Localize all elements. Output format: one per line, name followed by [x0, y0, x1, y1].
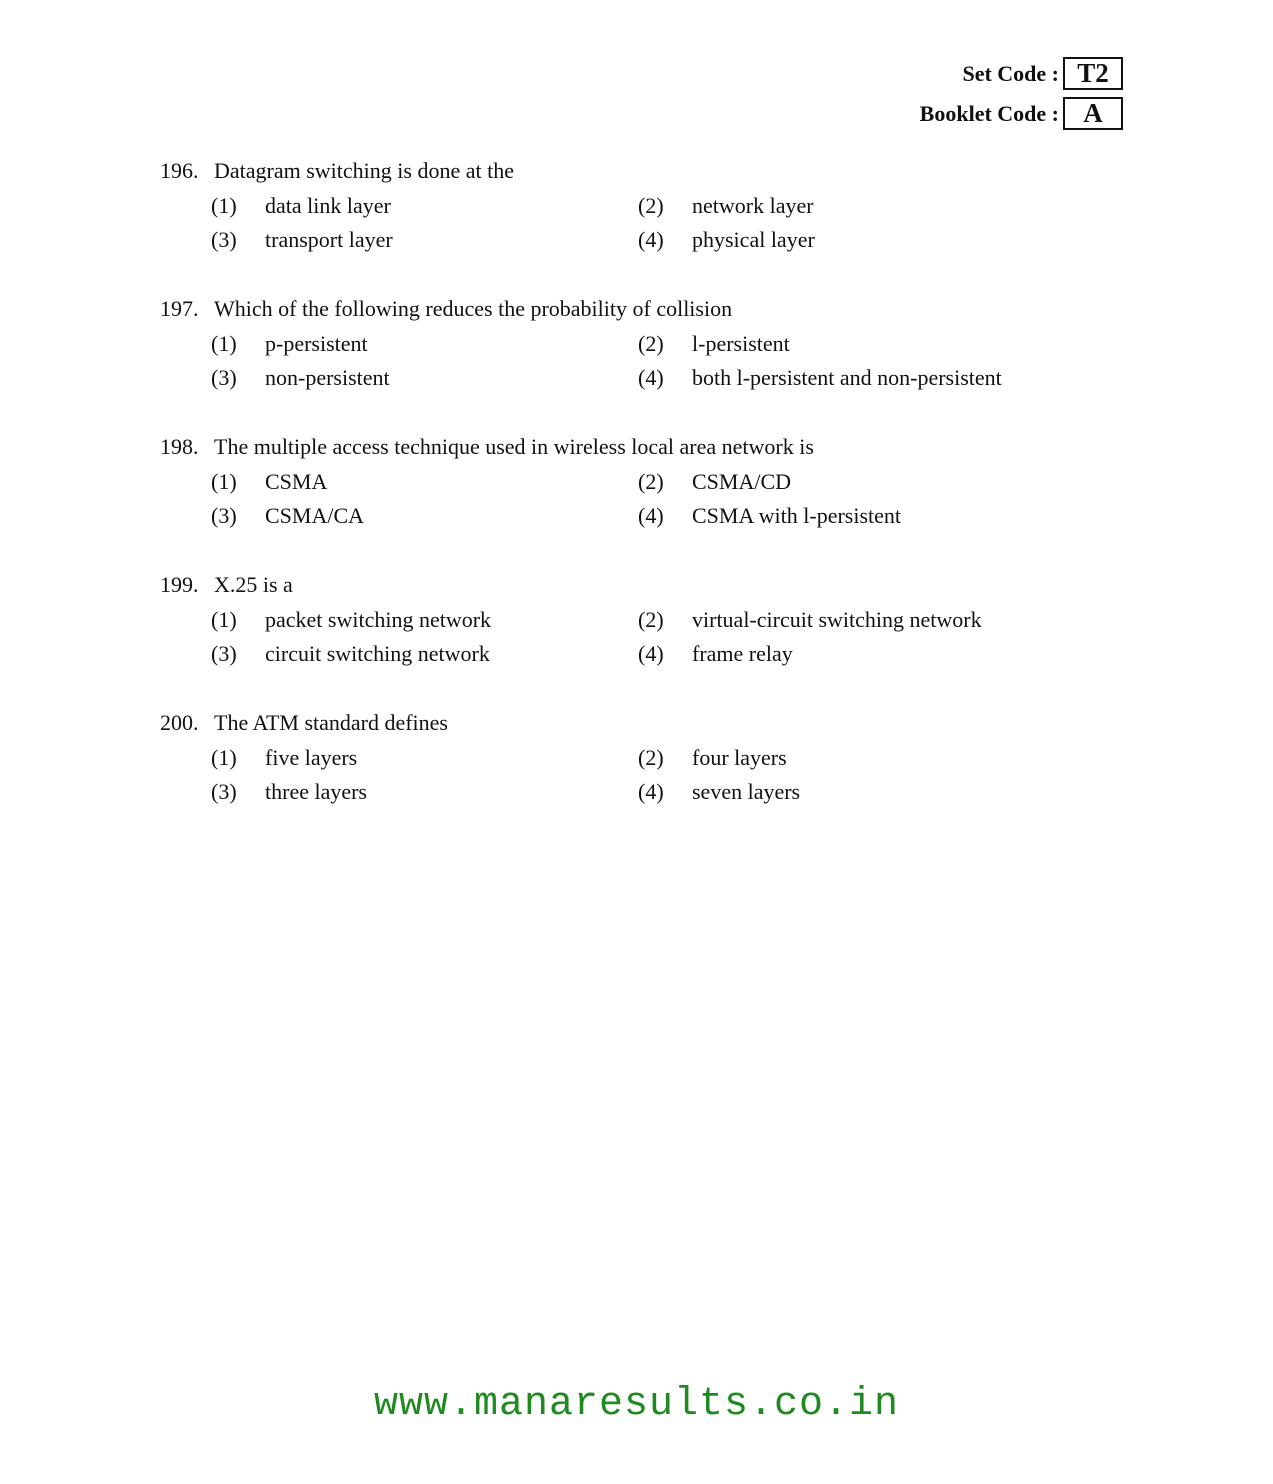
option-text: network layer — [692, 193, 814, 218]
option-number: (1) — [211, 745, 237, 770]
option-text: physical layer — [692, 227, 815, 252]
option-text: data link layer — [265, 193, 391, 218]
option-number: (3) — [211, 227, 237, 252]
option-3 — [211, 641, 490, 667]
option-number: (2) — [638, 607, 664, 632]
option-text: both l-persistent and non-persistent — [692, 365, 1002, 390]
option-1 — [211, 331, 368, 357]
option-1 — [211, 469, 327, 495]
set-code-value: T2 — [1063, 57, 1123, 90]
option-text: five layers — [265, 745, 358, 770]
option-number: (1) — [211, 193, 237, 218]
option-text: four layers — [692, 745, 787, 770]
booklet-code-value: A — [1063, 97, 1123, 130]
question-text: The ATM standard defines — [214, 710, 448, 735]
option-number: (2) — [638, 331, 664, 356]
option-2 — [638, 193, 814, 219]
question-stem — [160, 158, 514, 184]
set-code — [962, 57, 1123, 90]
option-3 — [211, 503, 364, 529]
question-stem — [160, 710, 448, 736]
footer-website-link[interactable]: www.manaresults.co.in — [373, 1382, 900, 1427]
question-text: Which of the following reduces the probability of collision — [214, 296, 733, 321]
option-text: seven layers — [692, 779, 801, 804]
question-stem — [160, 296, 732, 322]
option-number: (3) — [211, 365, 237, 390]
option-1 — [211, 745, 357, 771]
option-3 — [211, 779, 367, 805]
option-number: (3) — [211, 779, 237, 804]
set-code-label: Set Code : — [962, 60, 1059, 86]
option-3 — [211, 365, 390, 391]
option-text: CSMA/CA — [265, 503, 365, 528]
option-number: (4) — [638, 641, 664, 666]
option-number: (3) — [211, 641, 237, 666]
option-number: (3) — [211, 503, 237, 528]
option-4 — [638, 503, 901, 529]
option-number: (2) — [638, 745, 664, 770]
option-1 — [211, 193, 391, 219]
question-text: Datagram switching is done at the — [214, 158, 514, 183]
option-number: (2) — [638, 469, 664, 494]
option-text: CSMA/CD — [692, 469, 792, 494]
option-text: CSMA with l-persistent — [692, 503, 902, 528]
option-text: three layers — [265, 779, 367, 804]
option-text: frame relay — [692, 641, 793, 666]
option-4 — [638, 641, 793, 667]
option-text: non-persistent — [265, 365, 390, 390]
question-number: 199. — [160, 572, 199, 597]
booklet-code-label: Booklet Code : — [919, 100, 1059, 126]
option-text: l-persistent — [692, 331, 790, 356]
booklet-code — [920, 97, 1123, 130]
question-stem — [160, 572, 293, 598]
option-2 — [638, 469, 791, 495]
option-number: (2) — [638, 193, 664, 218]
option-number: (4) — [638, 779, 664, 804]
question-number: 197. — [160, 296, 199, 321]
option-4 — [638, 365, 1002, 391]
question-text: The multiple access technique used in wireless local area network is — [214, 434, 814, 459]
option-text: CSMA — [265, 469, 328, 494]
option-number: (4) — [638, 365, 664, 390]
question-number: 200. — [160, 710, 199, 735]
option-2 — [638, 607, 982, 633]
option-text: transport layer — [265, 227, 393, 252]
option-text: virtual-circuit switching network — [692, 607, 982, 632]
question-stem — [160, 434, 814, 460]
option-1 — [211, 607, 491, 633]
option-number: (1) — [211, 331, 237, 356]
option-text: p-persistent — [265, 331, 368, 356]
option-2 — [638, 331, 790, 357]
option-text: circuit switching network — [265, 641, 490, 666]
option-number: (4) — [638, 503, 664, 528]
option-4 — [638, 779, 800, 805]
option-2 — [638, 745, 787, 771]
question-number: 198. — [160, 434, 199, 459]
option-number: (1) — [211, 607, 237, 632]
option-4 — [638, 227, 815, 253]
option-3 — [211, 227, 393, 253]
option-number: (4) — [638, 227, 664, 252]
question-text: X.25 is a — [214, 572, 293, 597]
question-number: 196. — [160, 158, 199, 183]
option-text: packet switching network — [265, 607, 492, 632]
option-number: (1) — [211, 469, 237, 494]
